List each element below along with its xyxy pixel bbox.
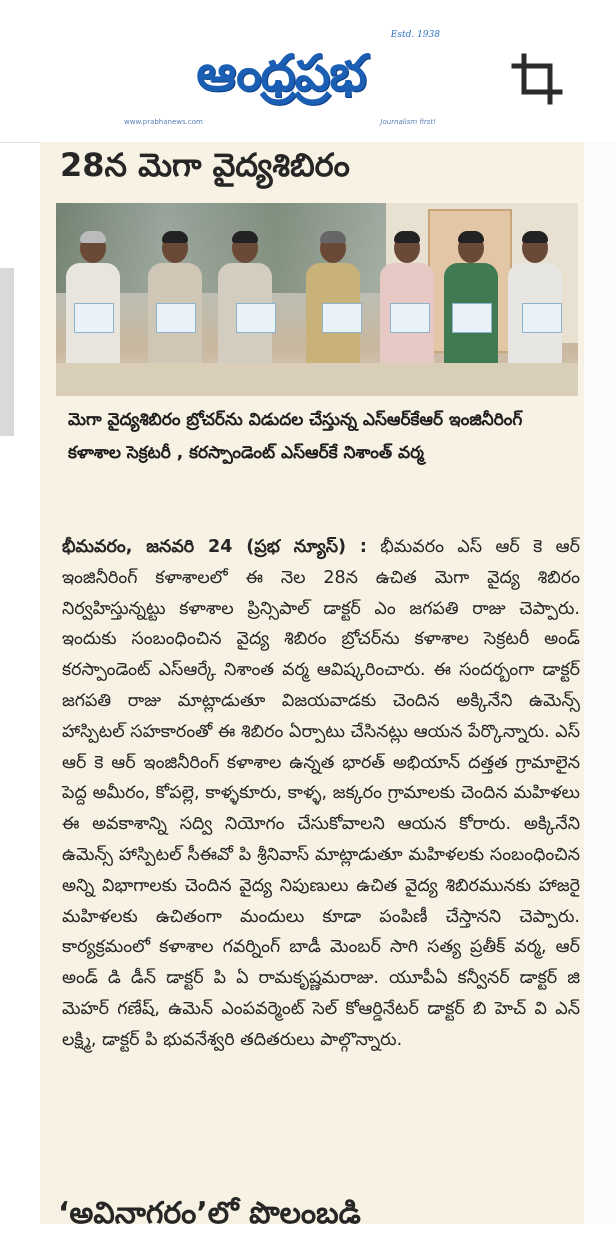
article-text: భీమవరం ఎస్ ఆర్ కె ఆర్ ఇంజినీరింగ్ కళాశాలలో ఈ నెల 28న ఉచిత మెగా వైద్య శిబిరం నిర్వహిస్తున్నట్టు కళాశాల ప్రిన్సిపాల్ డాక్టర్ ఎం జగపతి రాజు చెప్పారు. ఇందుకు సంబంధించిన వైద్య శిబిరం బ్రోచర్‌ను కళాశాల సెక్రటరీ అండ్ కరస్పాండెంట్ ఎస్ఆర్కే నిశాంత వర్మ ఆవిష్కరించారు. ఈ సందర్బంగా డాక్టర్ జగపతి రాజు మాట్లాడుతూ విజయవాడకు చెందిన అక్కినేని ఉమెన్స్ హాస్పిటల్ సహకారంతో ఈ శిబిరం ఏర్పాటు చేసినట్లు ఆయన పేర్కొన్నారు. ఎస్ ఆర్ కె ఆర్ ఇంజినీరింగ్ కళాశాల ఉన్నత భారత్ అభియాన్ దత్తత గ్రామాలైన పెద్ద అమీరం, కోపల్లె, కాళ్ళకూరు, కాళ్ళ, జక్కరం గ్రామాలకు చెందిన మహిళలు ఈ అవకాశాన్ని సద్వి నియోగం చేసుకోవాలని ఆయన కోరారు. అక్కినేని ఉమెన్స్ హాస్పిటల్ సీఈవో పి శ్రీనివాస్ మాట్లాడుతూ మహిళలకు సంబంధించిన అన్ని విభాగాలకు చెందిన వైద్య నిపుణులు ఉచిత వైద్య శిబిరమునకు హాజరై మహిళలకు ఉచితంగా మందులు కూడా పంపిణీ చేస్తానని చెప్పారు. కార్యక్రమంలో కళాశాల గవర్నింగ్ బాడీ మెంబర్ సాగి సత్య ప్రతీక్ వర్మ, ఆర్ అండ్ డి డీన్ డాక్టర్ పి ఏ రామకృష్ణమరాజు. యూపీఏ కన్వీనర్ డాక్టర్ జి మెహర్ గణేష్, ఉమెన్ ఎంపవర్మెంట్ సెల్ కోఆర్డినేటర్ డాక్టర్ బి హెచ్ వి ఎన్ లక్ష్మి, డాక్టర్ పి భువనేశ్వరి తదితరులు పాల్గొన్నారు. bbox=[62, 537, 580, 1050]
crop-icon-svg bbox=[510, 52, 564, 106]
article-headline: 28న మెగా వైద్యశిబిరం bbox=[60, 146, 350, 184]
article-photo bbox=[56, 203, 578, 396]
logo-tagline: Journalism first! bbox=[380, 118, 436, 126]
page-margin bbox=[584, 142, 616, 1224]
andhra-prabha-logo[interactable] bbox=[120, 30, 442, 130]
article-body bbox=[62, 532, 580, 1056]
next-article-headline: ‘అవినాగరం’లో పొలంబడి bbox=[58, 1196, 361, 1231]
crop-icon[interactable] bbox=[510, 52, 564, 106]
logo-website: www.prabhanews.com bbox=[124, 118, 203, 126]
photo-table bbox=[56, 363, 578, 396]
article-dateline: భీమవరం, జనవరి 24 (ప్రభ న్యూస్) : bbox=[62, 537, 367, 557]
photo-caption: మెగా వైద్యశిబిరం బ్రోచర్‌ను విడుదల చేస్తున్న ఎస్ఆర్‌కేఆర్ ఇంజినీరింగ్ కళాశాల సెక్రటరీ , కరస్పాండెంట్ ఎస్ఆర్‌కే నిశాంత్ వర్మ bbox=[68, 410, 523, 463]
side-panel-handle[interactable] bbox=[0, 268, 14, 436]
masthead-bar bbox=[0, 0, 616, 143]
logo-estd: Estd. 1938 bbox=[390, 30, 440, 40]
logo-wordmark: ఆంధ్రప్రభ bbox=[196, 44, 366, 102]
